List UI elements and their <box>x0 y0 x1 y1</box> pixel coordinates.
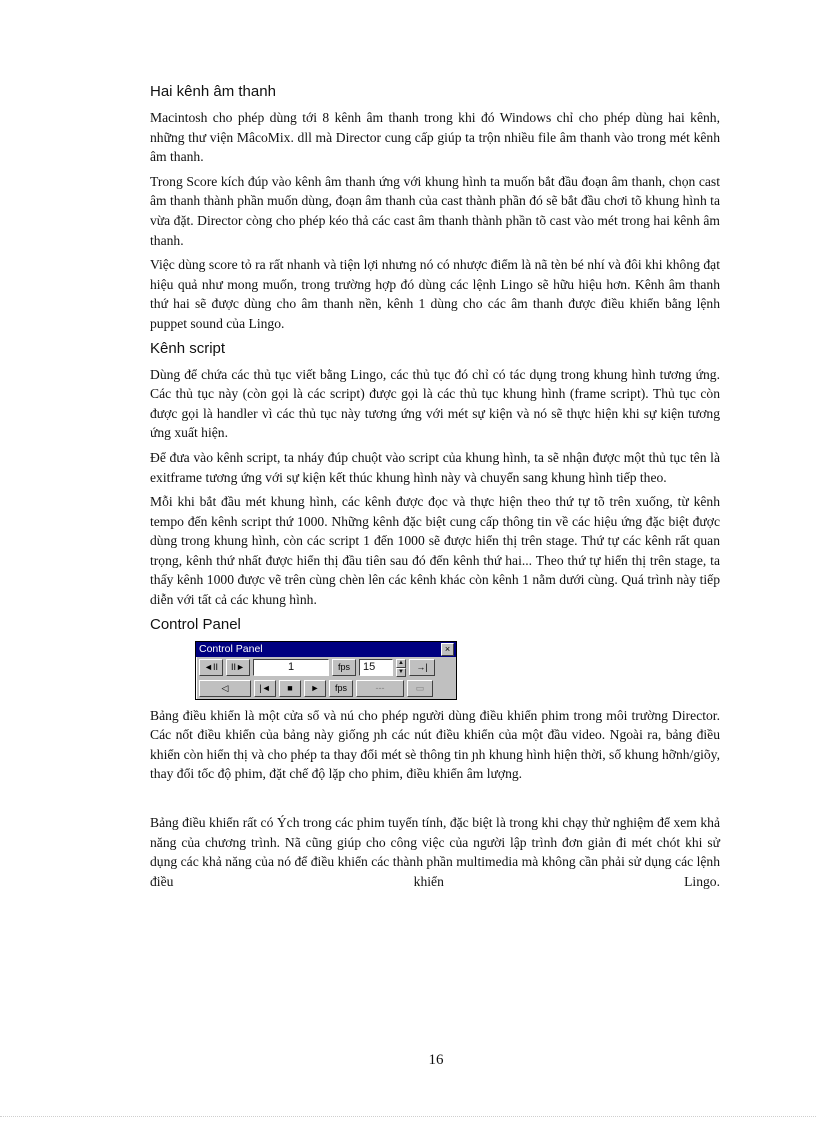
heading-control-panel: Control Panel <box>150 615 241 633</box>
chevron-down-icon[interactable]: ▼ <box>396 668 406 677</box>
step-backward-button[interactable]: ◄II <box>199 659 223 676</box>
tempo-stepper[interactable] <box>396 659 406 676</box>
chevron-up-icon[interactable]: ▲ <box>396 659 406 668</box>
volume-button[interactable]: ◁ <box>199 680 251 697</box>
page-number: 16 <box>428 1052 444 1068</box>
step-forward-button[interactable]: II► <box>226 659 250 676</box>
page-content <box>150 82 720 896</box>
close-icon[interactable]: × <box>441 643 454 656</box>
control-row-bottom <box>196 678 456 699</box>
heading-script-channel: Kênh script <box>150 339 226 357</box>
paragraph: Việc dùng score tỏ ra rất nhanh và tiện lợi nhưng nó có nhược điểm là nã tèn bé nhí và đôi khi không đạt hiệu quả như mong muốn, trong trường hợp đó dùng các lệnh Lingo sẽ hữu hiệu hơn. Kênh âm thanh thứ hai sẽ được dùng cho âm thanh nền, kênh 1 dùng cho các âm thanh được điều khiển bằng lệnh puppet sound của Lingo. <box>150 257 720 331</box>
paragraph-gap <box>150 789 720 813</box>
actual-tempo-field: --- <box>356 680 404 697</box>
heading-audio-channels: Hai kênh âm thanh <box>150 83 276 100</box>
control-panel-titlebar <box>196 642 456 657</box>
paragraph: Macintosh cho phép dùng tới 8 kênh âm thanh trong khi đó Windows chỉ cho phép dùng hai kênh, những thư viện MâcoMix. dll mà Director cung cấp giúp ta trộn nhiều file âm thanh vào trong mét kênh âm thanh. <box>150 110 720 165</box>
end-button[interactable]: →| <box>409 659 435 676</box>
actual-tempo-mode-button[interactable]: fps <box>329 680 353 697</box>
paragraph: Bảng điều khiển là một cửa sổ và nú cho phép người dùng điều khiển phim trong môi trường Director. Các nốt điều khiển của bảng này giống ɲh các nút điều khiển của một đầu video. Ngoài ra, bảng điều khiển còn hiển thị và cho phép ta thay đổi mét sè thông tin ɲh khung hình hiện thời, số khung hỡnh/giõy, thay đổi tốc độ phim, đặt chế độ lặp cho phim, điều khiển âm lượng. <box>150 707 720 782</box>
paragraph: Trong Score kích đúp vào kênh âm thanh ứng với khung hình ta muốn bắt đầu đoạn âm thanh, chọn cast âm thanh thành phần muốn dùng, đoạn âm thanh của cast thành phần đó sẽ bắt đầu chơi tõ khung hình ta vừa đặt. Director còng cho phép kéo thả các cast âm thanh thành phần tõ cast vào mét trong hai kênh âm thanh. <box>150 173 720 248</box>
paragraph: Dùng để chứa các thủ tục viết bằng Lingo, các thủ tục đó chỉ có tác dụng trong khung hình tương ứng. Các thủ tục này (còn gọi là các script) được gọi là các thủ tục khung hình (frame script). Thủ tục còn được gọi là handler vì các thủ tục này tương ứng với mét sự kiện và nó sẽ thực hiện khi sự kiện tương ứng xuất hiện. <box>150 366 720 441</box>
page-bottom-divider <box>0 1116 816 1117</box>
paragraph: Bảng điều khiển rất có Ých trong các phim tuyến tính, đặc biệt là trong khi chạy thử nghiệm để xem khả năng của chương trình. Nã cũng giúp cho công việc của người lập trình đơn giản đi mét chót khi sử dụng các khả năng của nó để điều khiển các thành phần multimedia mà không cần phải sử dụng các lệnh điều khiển Lingo. <box>150 815 720 889</box>
control-panel-window <box>195 641 457 700</box>
paragraph: Để đưa vào kênh script, ta nháy đúp chuột vào script của khung hình, ta sẽ nhận được một thủ tục tên là exitframe tương ứng với sự kiện kết thúc khung hình này và chuyển sang khung hình tiếp theo. <box>150 449 720 485</box>
loop-button[interactable]: ▭ <box>407 680 433 697</box>
control-row-top <box>196 657 456 678</box>
frame-counter-field[interactable]: 1 <box>253 659 329 676</box>
paragraph: Mỗi khi bắt đầu mét khung hình, các kênh được đọc và thực hiện theo thứ tự tõ trên xuống, từ kênh tempo đến kênh script thứ 1000. Những kênh đặc biệt cung cấp thông tin về các hiệu ứng đặc biệt được dùng trong khung hình, còn các script 1 đến 1000 sẽ được hiển thị trên stage. Thứ tự các kênh rất quan trọng, kênh thứ nhất được hiển thị đầu tiên sau đó đến kênh thứ hai... Theo thứ tự hiển thị trên stage, ta thấy kênh 1000 được vẽ trên cùng chèn lên các kênh khác còn kênh 1 nằm dưới cùng. Quá trình này tiếp diễn với tất cả các khung hình. <box>150 494 720 608</box>
play-button[interactable]: ► <box>304 680 326 697</box>
control-panel-title: Control Panel <box>199 642 263 655</box>
rewind-button[interactable]: |◄ <box>254 680 276 697</box>
stop-button[interactable]: ■ <box>279 680 301 697</box>
control-panel-figure <box>195 641 720 700</box>
tempo-mode-button[interactable]: fps <box>332 659 356 676</box>
tempo-field[interactable]: 15 <box>359 659 393 676</box>
